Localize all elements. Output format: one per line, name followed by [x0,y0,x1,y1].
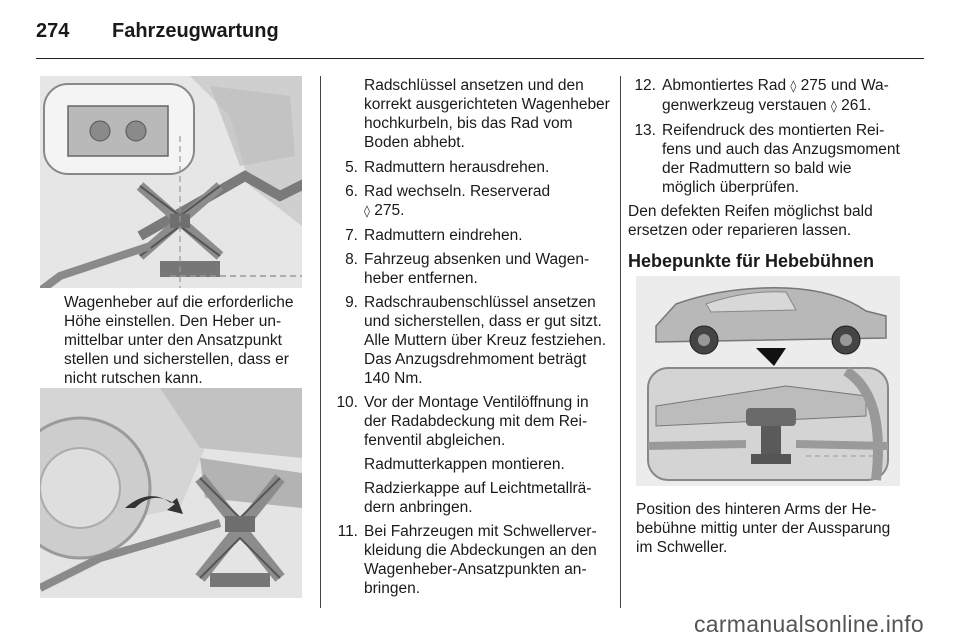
step-9 [330,293,612,388]
step-number: 7. [345,227,358,244]
step-text: Abmontiertes Rad [662,77,787,94]
step-text: Radmuttern herausdrehen. [364,159,550,176]
step-number: 13. [634,122,656,139]
step-12 [628,76,904,116]
page-header [36,14,924,58]
section-heading: Hebepunkte für Hebebühnen [628,251,875,271]
step-text: und Wagenwerkzeug verstauen [662,77,889,114]
column-3 [628,76,904,281]
figure-lift-points [636,276,900,486]
step-text: Reifendruck des montierten Reifens und auch das Anzugsmoment der Radmuttern so bald wie möglich überprüfen. [662,122,900,196]
page-title: Fahrzeugwartung [112,20,279,42]
step-text: Radmuttern eindrehen. [364,227,523,244]
step-10-sub-2: Radzierkappe auf Leichtmetallrädern anbringen. [364,480,592,516]
step-6 [330,182,612,221]
step-7 [330,226,612,245]
page-ref-icon[interactable]: ◊ [830,99,837,113]
step-number: 9. [345,294,358,311]
caption-jack: Wagenheber auf die erforderliche Höhe einstellen. Den Heber unmittelbar unter den Ansatzpunkt stellen und sicherstellen, dass er nicht rutschen kann. [64,294,294,387]
step-text: Radschraubenschlüssel ansetzen und sicherstellen, dass er gut sitzt. Alle Muttern über Kreuz festziehen. Das Anzugsdrehmoment beträgt 140 Nm. [364,294,607,387]
step-number: 6. [345,183,358,200]
step-13 [628,121,904,197]
step-5 [330,158,612,177]
step-8 [330,250,612,288]
step-number: 11. [337,523,358,540]
steps-list-col2 [330,158,612,598]
step-11 [330,522,612,598]
replace-tire-note: Den defekten Reifen möglichst bald ersetzen oder reparieren lassen. [628,203,873,239]
step-text: Fahrzeug absenken und Wagenheber entfernen. [364,251,590,287]
column-divider-1 [320,76,321,608]
step-text: Rad wechseln. Reserverad [364,183,551,200]
step-text: Vor der Montage Ventilöffnung in der Radabdeckung mit dem Reifenventil abgleichen. [364,394,589,449]
page-ref-icon[interactable]: ◊ [790,79,797,93]
caption-lift: Position des hinteren Arms der Hebebühne mittig unter der Aussparung im Schweller. [636,501,891,556]
step-10-sub-1: Radmutterkappen montieren. [364,456,565,473]
steps-list-col3 [628,76,904,197]
page-ref-link[interactable]: 275 [800,77,827,94]
page-number: 274 [36,20,70,42]
step-number: 8. [345,251,358,268]
figure-jack-crank [40,76,302,288]
step-text: Bei Fahrzeugen mit Schwellerverkleidung die Abdeckungen an den Wagenheber-Ansatzpunkten anbringen. [364,523,597,597]
watermark: carmanualsonline.info [693,611,924,637]
step-number: 12. [634,77,656,94]
page-ref-icon[interactable]: ◊ [364,204,370,218]
step-10 [330,393,612,517]
step-4-continuation: Radschlüssel ansetzen und den korrekt ausgerichteten Wagenheber hochkurbeln, bis das Rad vom Boden abhebt. [364,77,610,151]
page-ref-link[interactable]: 261. [841,97,872,114]
column-divider-2 [620,76,621,608]
page-ref-link[interactable]: 275. [374,202,405,219]
column-2 [330,76,612,603]
figure-jack-under-car [40,388,302,598]
step-number: 5. [345,159,358,176]
step-number: 10. [336,394,358,411]
header-rule [36,58,924,59]
